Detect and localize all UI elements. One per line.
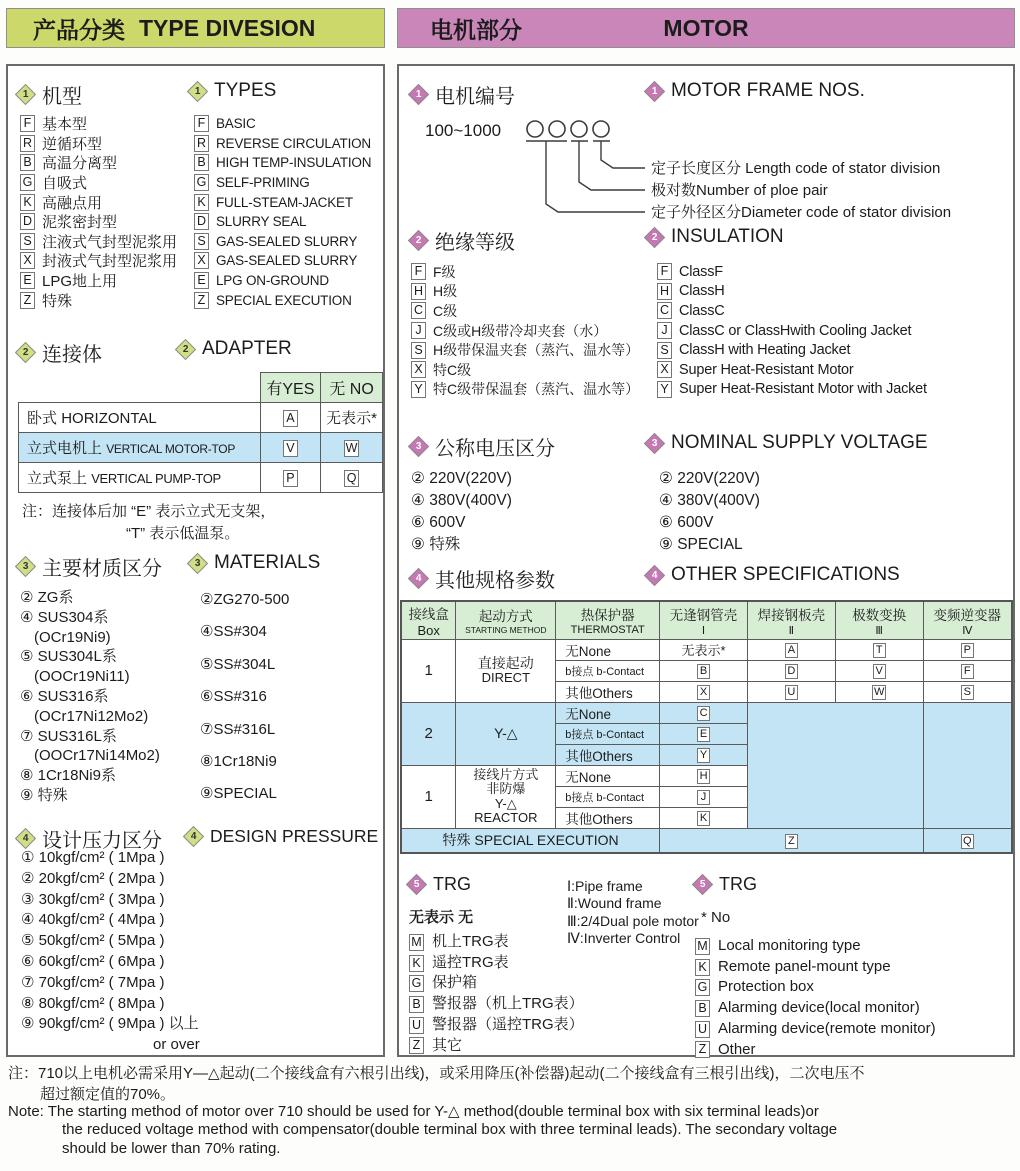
trg-row: K 遥控TRG表 <box>409 953 584 974</box>
material-item: ⑦SS#316L <box>200 720 276 738</box>
insulation-row: X Super Heat-Resistant Motor <box>657 360 927 380</box>
type-row: E LPG ON-GROUND <box>194 271 371 291</box>
section-title: NOMINAL SUPPLY VOLTAGE <box>671 432 928 453</box>
section-title: MOTOR FRAME NOS. <box>671 80 865 101</box>
insulation-row: F F级 <box>411 262 639 282</box>
adapter-col-no: 无 NO <box>321 373 383 403</box>
section-types-en <box>190 80 276 102</box>
right-header-en: MOTOR <box>663 14 749 41</box>
insulation-row: J ClassC or ClassHwith Cooling Jacket <box>657 321 927 341</box>
material-item: ④ SUS304系 <box>20 608 109 626</box>
section-title: OTHER SPECIFICATIONS <box>671 564 900 585</box>
pressure-item: ⑤ 50kgf/cm² ( 5Mpa ) <box>21 932 165 950</box>
diamond-marker-icon: 1 <box>187 80 208 101</box>
diamond-marker-icon: 4 <box>408 568 429 589</box>
footnote-en-line1: Note: The starting method of motor over 710 should be used for Y-△ method(double terminal box with six terminal leads)or <box>8 1103 819 1120</box>
type-row: S GAS-SEALED SLURRY <box>194 232 371 252</box>
not-applicable-cell <box>923 702 1012 828</box>
adapter-row: 立式电机上 VERTICAL MOTOR-TOP V W <box>19 433 383 463</box>
material-item: ⑦ SUS316L系 <box>20 727 117 745</box>
material-item: ⑧ 1Cr18Ni9系 <box>20 767 116 785</box>
insulation-row: H H级 <box>411 282 639 302</box>
trg-row: B Alarming device(local monitor) <box>695 998 936 1019</box>
insulation-row: Y 特C级带保温套（蒸汽、温水等） <box>411 380 639 400</box>
insulation-row: S ClassH with Heating Jacket <box>657 340 927 360</box>
type-row: Z SPECIAL EXECUTION <box>194 290 371 310</box>
section-title: DESIGN PRESSURE <box>210 826 379 846</box>
insulation-row: X 特C级 <box>411 360 639 380</box>
material-item: ⑤ SUS304L系 <box>20 648 117 666</box>
type-row: X GAS-SEALED SLURRY <box>194 251 371 271</box>
insulation-row: C ClassC <box>657 301 927 321</box>
footnote-zh-line1: 注：710以上电机必需采用Y—△起动(二个接线盒有六根引出线)，或采用降压(补偿器)起动(二个接线盒有三根引出线)，二次电压不 <box>8 1065 865 1082</box>
material-item-sub: (OCr19Ni9) <box>34 628 111 646</box>
section-adapter-en <box>178 338 292 360</box>
type-row: K FULL-STEAM-JACKET <box>194 192 371 212</box>
specs-row: b接点 b-Contact J <box>401 786 1012 807</box>
insulation-row: C C级 <box>411 301 639 321</box>
trg-row: G 保护箱 <box>409 973 584 994</box>
voltage-item: ⑨ 特殊 <box>411 536 461 553</box>
pressure-item: ② 20kgf/cm² ( 2Mpa ) <box>21 869 165 887</box>
section-materials-zh <box>18 552 162 581</box>
pressure-item: ⑨ 90kgf/cm² ( 9Mpa ) 以上 <box>21 1015 199 1033</box>
section-voltage-en <box>647 432 928 454</box>
diamond-marker-icon: 5 <box>406 874 427 895</box>
legend-item: Ⅳ:Inverter Control <box>567 929 681 946</box>
section-title: 机型 <box>42 86 82 108</box>
trg-row: M Local monitoring type <box>695 936 936 957</box>
starting-method: Y-△ <box>456 702 556 765</box>
section-motorframe-zh <box>411 80 515 109</box>
insulation-row: S H级带保温夹套（蒸汽、温水等） <box>411 340 639 360</box>
pressure-item: ⑧ 80kgf/cm² ( 8Mpa ) <box>21 994 165 1012</box>
type-row: D SLURRY SEAL <box>194 212 371 232</box>
trg-list-zh <box>409 932 584 1056</box>
materials-list-zh <box>20 588 160 806</box>
specs-row: 1 接线片方式 非防爆 Y-△ REACTOR 无None H <box>401 765 1012 786</box>
voltage-item: ④ 380V(400V) <box>411 492 512 509</box>
material-item: ⑤SS#304L <box>200 655 276 673</box>
voltage-item: ⑥ 600V <box>659 514 714 531</box>
callout-length-code: 定子长度区分 Length code of stator division <box>651 160 941 177</box>
specs-row: b接点 b-Contact E <box>401 723 1012 744</box>
section-title: 公称电压区分 <box>435 438 555 460</box>
section-title: 电机编号 <box>435 86 515 108</box>
specs-special-row: 特殊 SPECIAL EXECUTION Z Q <box>401 828 1012 853</box>
diamond-marker-icon: 2 <box>175 338 196 359</box>
diamond-marker-icon: 5 <box>692 874 713 895</box>
pressure-item: ④ 40kgf/cm² ( 4Mpa ) <box>21 911 165 929</box>
insulation-row: F ClassF <box>657 262 927 282</box>
specs-row: b接点 b-Contact B D V F <box>401 660 1012 681</box>
section-title: MATERIALS <box>214 552 321 573</box>
pressure-item: ⑦ 70kgf/cm² ( 7Mpa ) <box>21 973 165 991</box>
type-division-panel <box>6 64 385 1057</box>
adapter-col-yes: 有YES <box>260 373 321 403</box>
trg-row: Z 其它 <box>409 1036 584 1057</box>
type-row: B HIGH TEMP-INSULATION <box>194 153 371 173</box>
trg-list-en <box>695 936 936 1060</box>
types-list-en <box>194 114 371 310</box>
diamond-marker-icon: 1 <box>644 80 665 101</box>
type-row: S 注液式气封型泥浆用 <box>20 232 177 252</box>
section-trg-zh <box>409 874 471 895</box>
material-item-sub: (OOCr19Ni11) <box>34 668 130 686</box>
diamond-marker-icon: 3 <box>15 556 36 577</box>
section-title: 连接体 <box>42 344 102 366</box>
section-voltage-zh <box>411 432 555 461</box>
voltage-list-en <box>659 468 760 556</box>
material-item: ⑥ SUS316系 <box>20 687 109 705</box>
diamond-marker-icon: 1 <box>15 84 36 105</box>
frame-type-legend <box>567 878 699 947</box>
diamond-marker-icon: 3 <box>644 432 665 453</box>
section-title: TRG <box>433 874 471 894</box>
insulation-row: H ClassH <box>657 282 927 302</box>
trg-row: Z Other <box>695 1040 936 1061</box>
footnote-zh-line2: 超过额定值的70%。 <box>40 1086 176 1103</box>
section-title: ADAPTER <box>202 338 292 359</box>
voltage-item: ④ 380V(400V) <box>659 492 760 509</box>
insulation-list-en <box>657 262 927 399</box>
type-row: Z 特殊 <box>20 290 177 310</box>
section-title: 主要材质区分 <box>42 558 162 580</box>
voltage-item: ② 220V(220V) <box>411 470 512 487</box>
adapter-note-line1: 注：连接体后加 “E” 表示立式无支架， <box>22 503 276 520</box>
material-item: ⑥SS#316 <box>200 688 267 706</box>
type-row: B 高温分离型 <box>20 153 177 173</box>
section-specs-zh <box>411 564 555 593</box>
specs-row: 其他Others Y <box>401 744 1012 765</box>
insulation-list-zh <box>411 262 639 399</box>
type-row: G SELF-PRIMING <box>194 173 371 193</box>
trg-none-zh: 无表示 无 <box>409 909 474 926</box>
diamond-marker-icon: 2 <box>408 230 429 251</box>
voltage-list-zh <box>411 468 512 556</box>
trg-row: M 机上TRG表 <box>409 932 584 953</box>
diamond-marker-icon: 4 <box>15 828 36 849</box>
starting-method: 直接起动 DIRECT <box>456 639 556 702</box>
stator-circles-icon <box>527 121 609 137</box>
diamond-marker-icon: 4 <box>644 564 665 585</box>
section-title: 设计压力区分 <box>42 830 162 852</box>
diamond-marker-icon: 4 <box>183 826 204 847</box>
voltage-item: ⑨ SPECIAL <box>659 536 743 553</box>
section-adapter-zh <box>18 338 102 367</box>
section-insulation-en <box>647 226 784 248</box>
starting-method: 接线片方式 非防爆 Y-△ REACTOR <box>456 765 556 828</box>
pressure-list <box>21 848 200 1056</box>
specs-header-row: 接线盒 Box 起动方式 STARTING METHOD 热保护器 THERMOSTAT 无逢钢管壳 Ⅰ 焊接钢板壳 Ⅱ 极数变换 Ⅲ 变频逆变器 Ⅳ <box>401 601 1012 639</box>
material-item-sub: (OCr17Ni12Mo2) <box>34 707 149 725</box>
pressure-or-over: or over <box>153 1036 200 1054</box>
type-row: K 高融点用 <box>20 192 177 212</box>
diamond-marker-icon: 2 <box>15 342 36 363</box>
legend-item: Ⅱ:Wound frame <box>567 895 662 912</box>
footnote-en-line2: the reduced voltage method with compensator(double terminal box with three terminal leads). The secondary voltage <box>62 1121 838 1138</box>
type-row: G 自吸式 <box>20 173 177 193</box>
type-row: F BASIC <box>194 114 371 134</box>
footnote-en-line3: should be lower than 70% rating. <box>62 1140 281 1157</box>
specs-row: 其他Others X U W S <box>401 681 1012 702</box>
section-title: TYPES <box>214 80 277 101</box>
section-specs-en <box>647 564 900 586</box>
legend-item: Ⅲ:2/4Dual pole motor <box>567 912 699 929</box>
specs-row: 其他Others K <box>401 807 1012 828</box>
diamond-marker-icon: 1 <box>408 84 429 105</box>
specs-row: 2 Y-△ 无None C <box>401 702 1012 723</box>
trg-row: U Alarming device(remote monitor) <box>695 1019 936 1040</box>
diamond-marker-icon: 3 <box>187 552 208 573</box>
types-list-zh <box>20 114 177 310</box>
callout-diameter-code: 定子外径区分Diameter code of stator division <box>651 204 952 221</box>
left-panel-header <box>6 8 385 48</box>
callout-lines-icon <box>526 141 645 212</box>
insulation-row: Y Super Heat-Resistant Motor with Jacket <box>657 380 927 400</box>
material-item-sub: (OOCr17Ni14Mo2) <box>34 747 160 765</box>
trg-none-en: * No <box>701 909 731 926</box>
legend-item: Ⅰ:Pipe frame <box>567 878 643 894</box>
right-header-zh: 电机部分 <box>430 16 522 43</box>
other-specs-table <box>400 600 1013 854</box>
diamond-marker-icon: 2 <box>644 226 665 247</box>
adapter-row: 立式泵上 VERTICAL PUMP-TOP P Q <box>19 463 383 493</box>
pressure-item: ⑥ 60kgf/cm² ( 6Mpa ) <box>21 952 165 970</box>
section-pressure-en <box>186 826 378 847</box>
insulation-row: J C级或H级带冷却夹套（水） <box>411 321 639 341</box>
section-insulation-zh <box>411 226 515 255</box>
box-count: 1 <box>401 639 456 702</box>
type-row: X 封液式气封型泥浆用 <box>20 251 177 271</box>
box-count: 1 <box>401 765 456 828</box>
material-item: ⑨ 特殊 <box>20 786 68 804</box>
type-row: F 基本型 <box>20 114 177 134</box>
section-types-zh <box>18 80 82 109</box>
not-applicable-cell <box>747 702 923 828</box>
callout-pole-pair: 极对数Number of ploe pair <box>651 182 828 199</box>
material-item: ④SS#304 <box>200 623 267 641</box>
materials-list-en <box>200 590 289 817</box>
left-header-en: TYPE DIVESION <box>139 14 316 41</box>
voltage-item: ② 220V(220V) <box>659 470 760 487</box>
material-item: ②ZG270-500 <box>200 591 290 608</box>
frame-range: 100~1000 <box>425 121 502 140</box>
trg-row: U 警报器（遥控TRG表） <box>409 1015 584 1036</box>
section-motorframe-en <box>647 80 865 102</box>
right-panel-header <box>397 8 1015 48</box>
diamond-marker-icon: 3 <box>408 436 429 457</box>
section-trg-en <box>695 874 757 895</box>
adapter-row: 卧式 HORIZONTAL A 无表示* <box>19 403 383 433</box>
material-item: ⑧1Cr18Ni9 <box>200 752 277 770</box>
adapter-header-row <box>19 373 383 403</box>
motor-panel <box>397 64 1015 1057</box>
adapter-note-line2: “T” 表示低温泵。 <box>126 525 240 542</box>
adapter-table <box>18 372 383 493</box>
section-title: TRG <box>719 874 757 894</box>
type-row: R 逆循环型 <box>20 134 177 154</box>
pressure-item: ③ 30kgf/cm² ( 3Mpa ) <box>21 890 165 908</box>
specs-row: 1 直接起动 DIRECT 无None 无表示* A T P <box>401 639 1012 660</box>
trg-row: G Protection box <box>695 977 936 998</box>
material-item: ⑨SPECIAL <box>200 785 277 803</box>
box-count: 2 <box>401 702 456 765</box>
type-row: D 泥浆密封型 <box>20 212 177 232</box>
material-item: ② ZG系 <box>20 589 74 606</box>
section-materials-en <box>190 552 320 574</box>
trg-row: K Remote panel-mount type <box>695 957 936 978</box>
type-row: E LPG地上用 <box>20 271 177 291</box>
section-title: INSULATION <box>671 226 784 247</box>
motor-frame-number-diagram <box>417 110 997 232</box>
type-row: R REVERSE CIRCULATION <box>194 134 371 154</box>
left-header-zh: 产品分类 <box>33 16 125 43</box>
section-title: 其他规格参数 <box>435 570 555 592</box>
section-title: 绝缘等级 <box>435 232 515 254</box>
pressure-item: ① 10kgf/cm² ( 1Mpa ) <box>21 849 165 866</box>
trg-row: B 警报器（机上TRG表） <box>409 994 584 1015</box>
voltage-item: ⑥ 600V <box>411 514 466 531</box>
